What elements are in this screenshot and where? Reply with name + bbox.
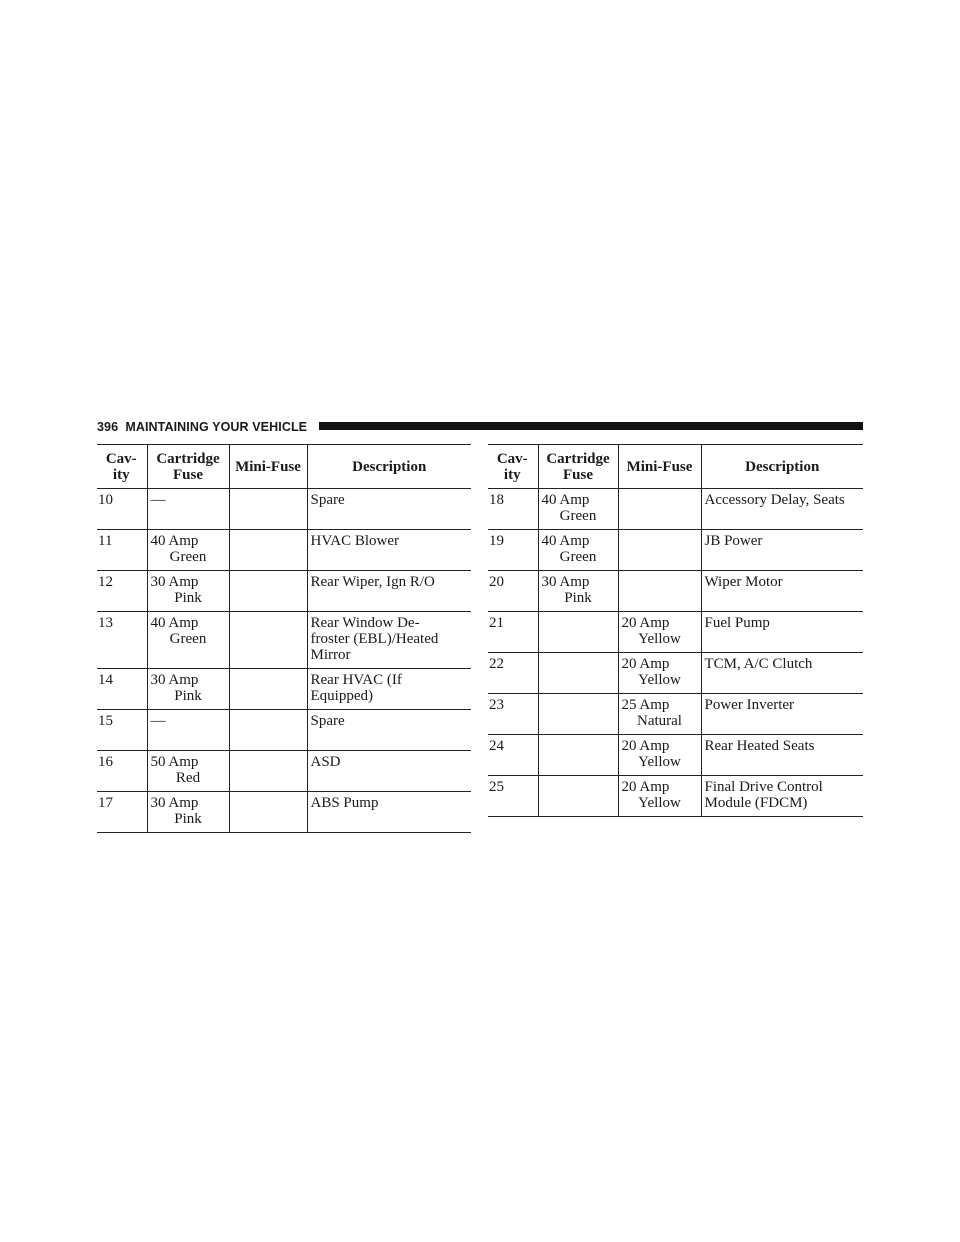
description-cell: Wiper Motor	[701, 571, 863, 612]
table-row	[488, 530, 863, 571]
mini-fuse-cell	[229, 530, 307, 571]
col-header-description: Description	[307, 445, 471, 489]
description-cell: Rear Heated Seats	[701, 735, 863, 776]
description-cell: Accessory Delay, Seats	[701, 489, 863, 530]
table-row	[488, 653, 863, 694]
cavity-cell: 21	[488, 612, 538, 653]
description-cell: Rear HVAC (If Equipped)	[307, 669, 471, 710]
cavity-cell: 12	[97, 571, 147, 612]
table-row	[488, 612, 863, 653]
mini-fuse-cell: 20 Amp Yellow	[618, 776, 701, 817]
description-cell: Spare	[307, 710, 471, 751]
table-row	[97, 530, 471, 571]
cartridge-fuse-cell	[538, 694, 618, 735]
col-header-mini-fuse: Mini-Fuse	[229, 445, 307, 489]
table-row	[97, 571, 471, 612]
mini-fuse-cell	[229, 751, 307, 792]
description-cell: Fuel Pump	[701, 612, 863, 653]
table-row	[488, 776, 863, 817]
cartridge-fuse-cell	[538, 612, 618, 653]
cartridge-fuse-cell: 50 Amp Red	[147, 751, 229, 792]
cartridge-fuse-cell: —	[147, 489, 229, 530]
section-title: MAINTAINING YOUR VEHICLE	[125, 420, 308, 434]
cartridge-fuse-cell: 30 Amp Pink	[147, 669, 229, 710]
col-header-mini-fuse: Mini-Fuse	[618, 445, 701, 489]
cartridge-fuse-cell: 30 Amp Pink	[538, 571, 618, 612]
mini-fuse-cell	[229, 489, 307, 530]
cartridge-fuse-cell: 40 Amp Green	[147, 612, 229, 669]
table-row	[97, 489, 471, 530]
table-header-row	[488, 445, 863, 489]
mini-fuse-cell	[229, 710, 307, 751]
table-header-row	[97, 445, 471, 489]
table-row	[97, 669, 471, 710]
cartridge-fuse-cell	[538, 776, 618, 817]
col-header-cartridge-fuse: Cartridge Fuse	[538, 445, 618, 489]
cartridge-fuse-cell: 40 Amp Green	[147, 530, 229, 571]
col-header-cavity: Cav- ity	[488, 445, 538, 489]
cavity-cell: 19	[488, 530, 538, 571]
cartridge-fuse-cell: 40 Amp Green	[538, 530, 618, 571]
cavity-cell: 11	[97, 530, 147, 571]
mini-fuse-cell: 20 Amp Yellow	[618, 612, 701, 653]
cavity-cell: 25	[488, 776, 538, 817]
table-row	[488, 735, 863, 776]
header-rule	[319, 422, 863, 430]
cartridge-fuse-cell	[538, 735, 618, 776]
mini-fuse-cell	[229, 669, 307, 710]
cavity-cell: 15	[97, 710, 147, 751]
description-cell: TCM, A/C Clutch	[701, 653, 863, 694]
table-row	[97, 710, 471, 751]
cartridge-fuse-cell: —	[147, 710, 229, 751]
cavity-cell: 23	[488, 694, 538, 735]
cavity-cell: 18	[488, 489, 538, 530]
table-row	[488, 694, 863, 735]
page-header-text	[97, 419, 307, 435]
mini-fuse-cell	[229, 792, 307, 833]
description-cell: Final Drive Control Module (FDCM)	[701, 776, 863, 817]
description-cell: Spare	[307, 489, 471, 530]
fuse-table-right	[488, 444, 863, 817]
mini-fuse-cell: 20 Amp Yellow	[618, 735, 701, 776]
mini-fuse-cell	[229, 612, 307, 669]
cavity-cell: 20	[488, 571, 538, 612]
mini-fuse-cell	[618, 571, 701, 612]
table-row	[97, 612, 471, 669]
table-row	[488, 571, 863, 612]
cavity-cell: 17	[97, 792, 147, 833]
page-header	[97, 419, 863, 435]
table-row	[97, 751, 471, 792]
cartridge-fuse-cell: 30 Amp Pink	[147, 792, 229, 833]
description-cell: ABS Pump	[307, 792, 471, 833]
cavity-cell: 16	[97, 751, 147, 792]
cavity-cell: 14	[97, 669, 147, 710]
mini-fuse-cell: 20 Amp Yellow	[618, 653, 701, 694]
description-cell: Power Inverter	[701, 694, 863, 735]
cavity-cell: 24	[488, 735, 538, 776]
description-cell: ASD	[307, 751, 471, 792]
col-header-description: Description	[701, 445, 863, 489]
description-cell: JB Power	[701, 530, 863, 571]
mini-fuse-cell: 25 Amp Natural	[618, 694, 701, 735]
mini-fuse-cell	[618, 530, 701, 571]
description-cell: HVAC Blower	[307, 530, 471, 571]
cartridge-fuse-cell: 30 Amp Pink	[147, 571, 229, 612]
col-header-cartridge-fuse: Cartridge Fuse	[147, 445, 229, 489]
cavity-cell: 22	[488, 653, 538, 694]
page-number: 396	[97, 420, 119, 434]
fuse-table-left	[97, 444, 471, 833]
col-header-cavity: Cav- ity	[97, 445, 147, 489]
table-row	[97, 792, 471, 833]
mini-fuse-cell	[618, 489, 701, 530]
description-cell: Rear Window De- froster (EBL)/Heated Mirror	[307, 612, 471, 669]
description-cell: Rear Wiper, Ign R/O	[307, 571, 471, 612]
mini-fuse-cell	[229, 571, 307, 612]
table-row	[488, 489, 863, 530]
cartridge-fuse-cell	[538, 653, 618, 694]
cavity-cell: 10	[97, 489, 147, 530]
cavity-cell: 13	[97, 612, 147, 669]
cartridge-fuse-cell: 40 Amp Green	[538, 489, 618, 530]
